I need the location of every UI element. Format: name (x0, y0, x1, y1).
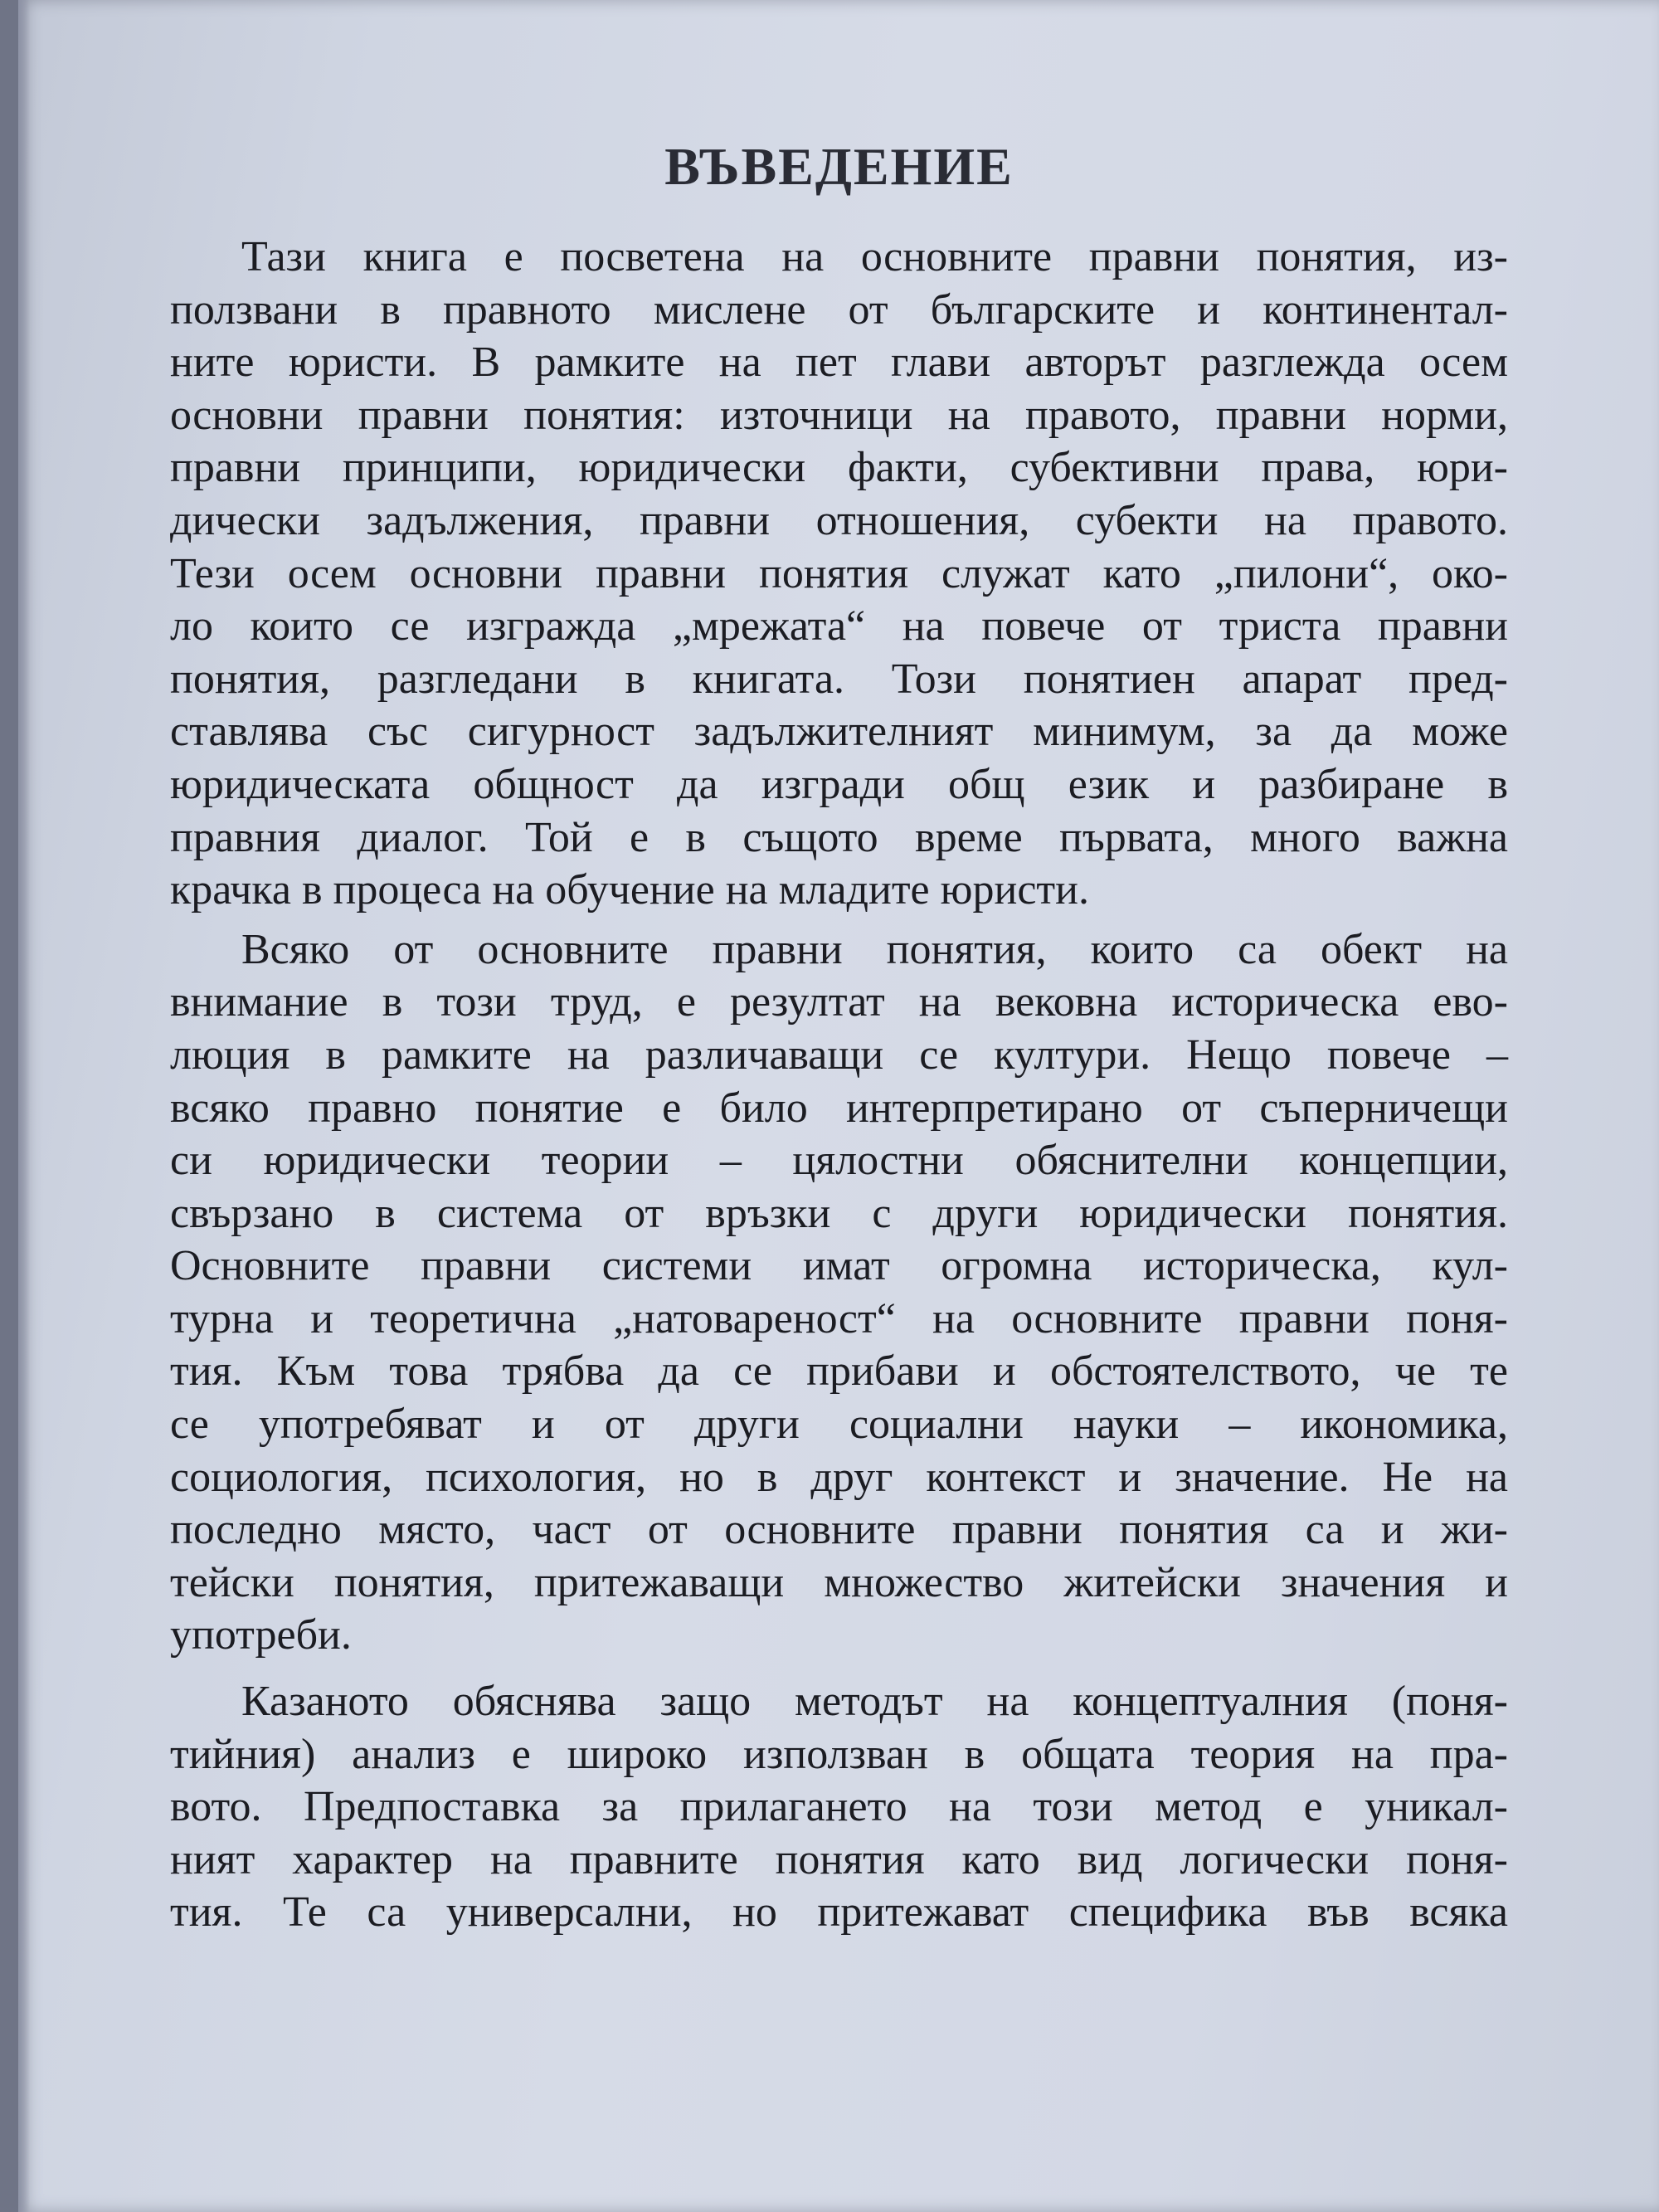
text-line: се употребяват и от други социални науки – икономика, (170, 1401, 1508, 1449)
book-page (18, 0, 1659, 2212)
paragraph-2 (170, 923, 1508, 1662)
paragraph-3 (170, 1675, 1508, 1939)
text-line: ставлява със сигурност задължителният минимум, за да може (170, 708, 1508, 756)
text-line: употреби. (170, 1611, 352, 1659)
paragraph-1 (170, 231, 1508, 917)
text-line: внимание в този труд, е резултат на вековна историческа ево- (170, 978, 1508, 1026)
text-line: свързано в система от връзки с други юридически понятия. (170, 1189, 1508, 1237)
text-line: дически задължения, правни отношения, субекти на правото. (170, 496, 1508, 544)
text-line: всяко правно понятие е било интерпретирано от съперничещи (170, 1084, 1508, 1132)
page-content (170, 0, 1508, 1939)
text-line: крачка в процеса на обучение на младите юристи. (170, 866, 1089, 914)
text-line: Казаното обяснява защо методът на концептуалния (поня- (241, 1678, 1508, 1726)
text-line: турна и теоретична „натовареност“ на основните правни поня- (170, 1294, 1508, 1342)
text-line: си юридически теории – цялостни обяснителни концепции, (170, 1137, 1508, 1185)
text-line: тия. Те са универсални, но притежават специфика във всяка (170, 1888, 1508, 1937)
text-line: вото. Предпоставка за прилагането на този метод е уникал- (170, 1783, 1508, 1831)
text-line: последно място, част от основните правни понятия са и жи- (170, 1506, 1508, 1554)
text-line: тейски понятия, притежаващи множество житейски значения и (170, 1558, 1508, 1606)
text-line: юридическата общност да изгради общ език и разбиране в (170, 760, 1508, 808)
text-line: Основните правни системи имат огромна историческа, кул- (170, 1242, 1508, 1290)
text-line: правния диалог. Той е в същото време първата, много важна (170, 813, 1508, 861)
page-title: ВЪВЕДЕНИЕ (664, 137, 1014, 196)
text-line: понятия, разгледани в книгата. Този понятиен апарат пред- (170, 655, 1508, 703)
text-line: ните юристи. В рамките на пет глави авторът разглежда осем (170, 339, 1508, 387)
text-line: Тези осем основни правни понятия служат като „пилони“, око- (170, 549, 1508, 597)
text-line: социология, психология, но в друг контекст и значение. Не на (170, 1453, 1508, 1501)
text-line: правни принципи, юридически факти, субективни права, юри- (170, 444, 1508, 492)
text-line: тийния) анализ е широко използван в общата теория на пра- (170, 1730, 1508, 1778)
text-line: ползвани в правното мислене от българските и континентал- (170, 285, 1508, 334)
text-line: Тази книга е посветена на основните правни понятия, из- (241, 233, 1508, 280)
text-line: ният характер на правните понятия като вид логически поня- (170, 1835, 1508, 1883)
text-line: тия. Към това трябва да се прибави и обстоятелството, че те (170, 1347, 1508, 1396)
text-line: люция в рамките на различаващи се култури. Нещо повече – (170, 1030, 1508, 1079)
text-line: основни правни понятия: източници на правото, правни норми, (170, 391, 1508, 439)
text-line: Всяко от основните правни понятия, които са обект на (241, 925, 1508, 973)
text-line: ло които се изгражда „мрежата“ на повече от триста правни (170, 602, 1508, 650)
